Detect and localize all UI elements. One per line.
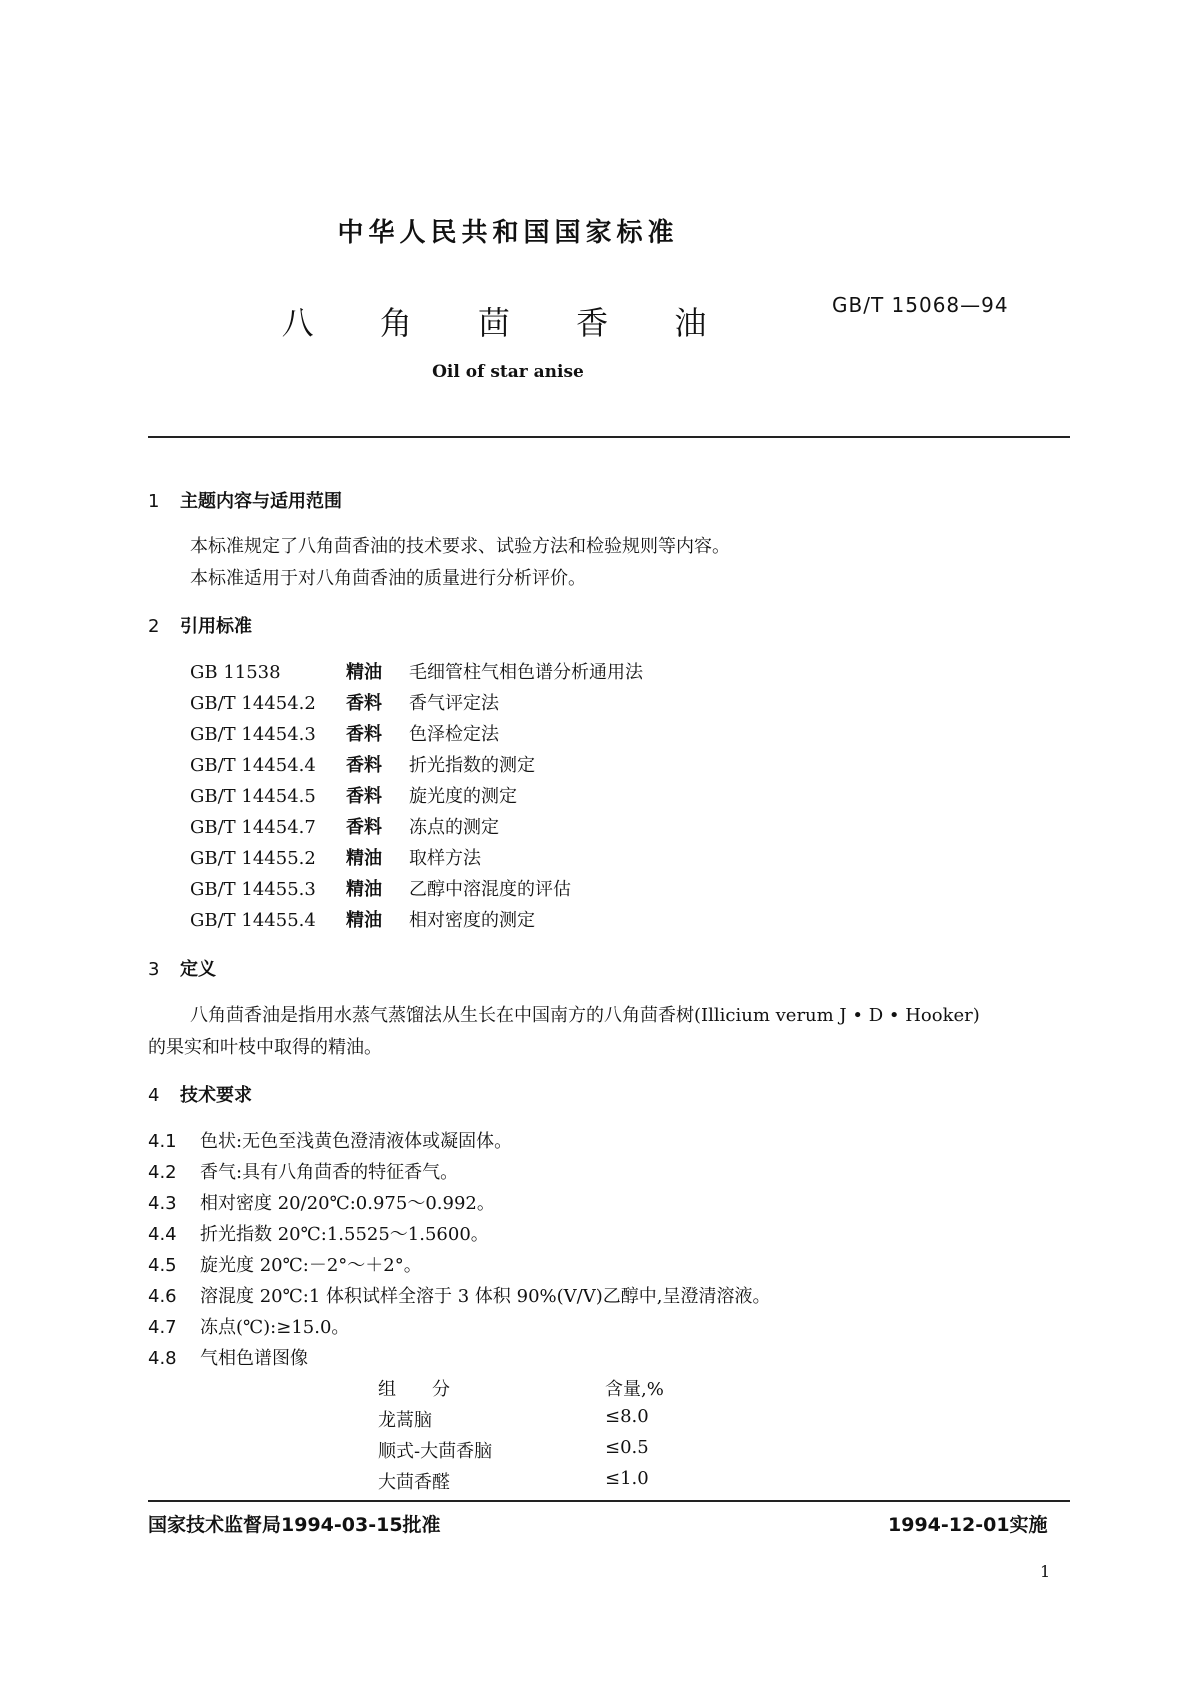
requirement-number: 4.7 <box>148 1317 177 1338</box>
reference-code: GB/T 14454.2 <box>190 693 316 714</box>
reference-category: 精油 <box>346 848 382 869</box>
reference-name: 取样方法 <box>409 848 481 869</box>
national-standard-heading: 中华人民共和国国家标准 <box>337 218 679 248</box>
reference-name: 旋光度的测定 <box>409 786 517 807</box>
requirement-number: 4.3 <box>148 1193 177 1214</box>
section-title: 技术要求 <box>180 1085 252 1106</box>
requirement-text: 旋光度 20℃:－2°～＋2°。 <box>200 1255 422 1276</box>
requirement-item <box>148 1127 512 1153</box>
table-header-content: 含量,% <box>605 1379 664 1400</box>
section-number: 4 <box>148 1085 160 1106</box>
reference-category: 香料 <box>346 724 382 745</box>
requirement-text: 溶混度 20℃:1 体积试样全溶于 3 体积 90%(V/V)乙醇中,呈澄清溶液。 <box>200 1286 771 1307</box>
reference-category: 香料 <box>346 755 382 776</box>
reference-name: 色泽检定法 <box>409 724 499 745</box>
effective-date: 1994-12-01实施 <box>888 1514 1048 1536</box>
reference-category: 香料 <box>346 786 382 807</box>
reference-code: GB/T 14455.2 <box>190 848 316 869</box>
section-number: 3 <box>148 959 160 980</box>
reference-category: 香料 <box>346 693 382 714</box>
reference-name: 冻点的测定 <box>409 817 499 838</box>
requirement-number: 4.8 <box>148 1348 177 1369</box>
reference-category: 精油 <box>346 910 382 931</box>
reference-row <box>190 720 499 746</box>
table-cell-content: ≤8.0 <box>605 1406 649 1427</box>
page-number: 1 <box>1040 1562 1051 1581</box>
requirement-number: 4.6 <box>148 1286 177 1307</box>
section-3-heading <box>148 955 216 981</box>
requirement-text: 相对密度 20/20℃:0.975～0.992。 <box>200 1193 495 1214</box>
section-4-heading <box>148 1081 252 1107</box>
table-cell-component: 龙蒿脑 <box>378 1410 432 1431</box>
section-1-heading <box>148 487 342 513</box>
reference-name: 香气评定法 <box>409 693 499 714</box>
approval-date: 国家技术监督局1994-03-15批准 <box>148 1514 441 1536</box>
reference-name: 毛细管柱气相色谱分析通用法 <box>409 662 643 683</box>
table-cell-component: 大茴香醛 <box>378 1472 450 1493</box>
reference-row <box>190 906 535 932</box>
paragraph: 的果实和叶枝中取得的精油。 <box>148 1037 382 1058</box>
section-title: 引用标准 <box>180 616 252 637</box>
reference-category: 香料 <box>346 817 382 838</box>
requirement-item <box>148 1158 458 1184</box>
paragraph: 本标准规定了八角茴香油的技术要求、试验方法和检验规则等内容。 <box>190 536 730 557</box>
requirement-number: 4.1 <box>148 1131 177 1152</box>
reference-row <box>190 875 571 901</box>
requirement-item <box>148 1220 489 1246</box>
table-header-component: 组 分 <box>378 1379 450 1400</box>
requirement-item <box>148 1282 770 1308</box>
reference-code: GB/T 14454.5 <box>190 786 316 807</box>
table-cell-component: 顺式-大茴香脑 <box>378 1441 493 1462</box>
requirement-number: 4.2 <box>148 1162 177 1183</box>
requirement-number: 4.5 <box>148 1255 177 1276</box>
requirement-text: 气相色谱图像 <box>200 1348 308 1369</box>
table-cell-content: ≤1.0 <box>605 1468 649 1489</box>
reference-row <box>190 813 499 839</box>
section-2-heading <box>148 612 252 638</box>
requirement-item <box>148 1313 349 1339</box>
requirement-text: 香气:具有八角茴香的特征香气。 <box>200 1162 459 1183</box>
reference-row <box>190 751 535 777</box>
requirement-item <box>148 1251 422 1277</box>
paragraph: 本标准适用于对八角茴香油的质量进行分析评价。 <box>190 568 586 589</box>
reference-code: GB/T 14454.4 <box>190 755 316 776</box>
section-title: 定义 <box>180 959 216 980</box>
table-cell-content: ≤0.5 <box>605 1437 649 1458</box>
reference-row <box>190 689 499 715</box>
footer-divider <box>148 1500 1070 1502</box>
document-subtitle: Oil of star anise <box>432 362 584 382</box>
reference-name: 相对密度的测定 <box>409 910 535 931</box>
header-divider <box>148 436 1070 438</box>
reference-name: 折光指数的测定 <box>409 755 535 776</box>
section-number: 1 <box>148 491 160 512</box>
requirement-item <box>148 1189 495 1215</box>
standard-code: GB/T 15068—94 <box>832 293 1009 317</box>
reference-row <box>190 658 643 684</box>
reference-category: 精油 <box>346 879 382 900</box>
requirement-text: 色状:无色至浅黄色澄清液体或凝固体。 <box>200 1131 513 1152</box>
reference-code: GB 11538 <box>190 662 281 683</box>
reference-code: GB/T 14454.7 <box>190 817 316 838</box>
requirement-item <box>148 1344 308 1370</box>
section-number: 2 <box>148 616 160 637</box>
section-title: 主题内容与适用范围 <box>180 491 342 512</box>
reference-name: 乙醇中溶混度的评估 <box>409 879 571 900</box>
reference-row <box>190 782 517 808</box>
requirement-text: 冻点(℃):≥15.0。 <box>200 1317 350 1338</box>
paragraph: 八角茴香油是指用水蒸气蒸馏法从生长在中国南方的八角茴香树(Illicium verum J • D • Hooker) <box>190 1005 980 1026</box>
reference-code: GB/T 14455.4 <box>190 910 316 931</box>
reference-row <box>190 844 481 870</box>
document-title: 八 角 茴 香 油 <box>281 304 735 342</box>
reference-category: 精油 <box>346 662 382 683</box>
requirement-text: 折光指数 20℃:1.5525～1.5600。 <box>200 1224 489 1245</box>
requirement-number: 4.4 <box>148 1224 177 1245</box>
reference-code: GB/T 14454.3 <box>190 724 316 745</box>
reference-code: GB/T 14455.3 <box>190 879 316 900</box>
